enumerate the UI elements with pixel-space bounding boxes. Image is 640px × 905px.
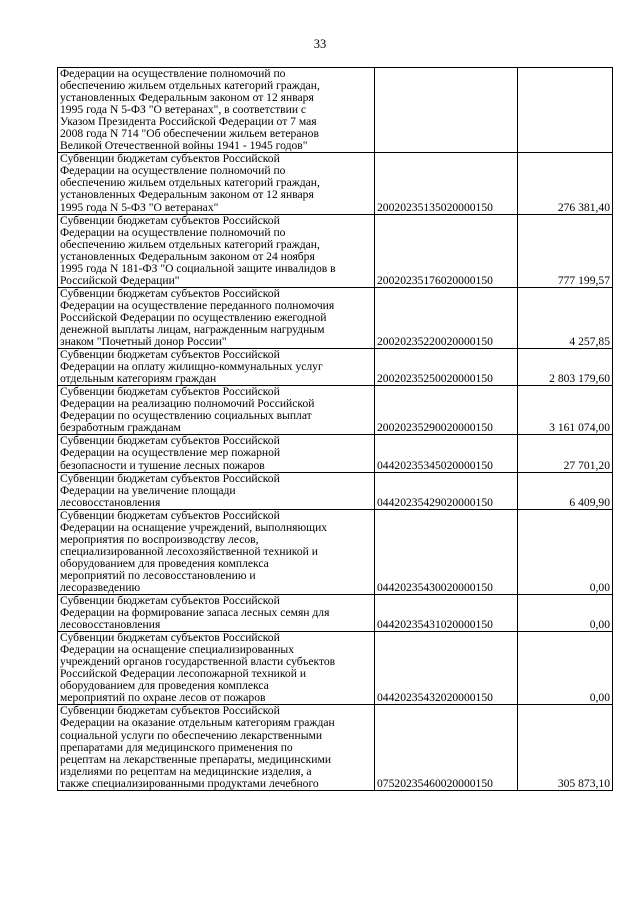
subvention-name-line: Великой Отечественной войны 1941 - 1945 годов" — [60, 139, 308, 153]
subvention-name-line: Федерации на осуществление мер пожарной — [60, 446, 281, 460]
table-row — [58, 349, 613, 386]
subvention-name-cell — [58, 68, 375, 153]
subvention-name-line: 2008 года N 714 "Об обеспечении жильем ветеранов — [60, 127, 319, 141]
subvention-name-line: Российской Федерации" — [60, 273, 180, 287]
subvention-name-line: мероприятий по охране лесов от пожаров — [60, 691, 266, 705]
subvention-name-line: Российской Федерации лесопожарной техникой и — [60, 667, 307, 681]
subvention-name-line: 1995 года N 181-ФЗ "О социальной защите инвалидов в — [60, 261, 336, 275]
budget-code-cell: 20020235135020000150 — [375, 153, 518, 214]
subvention-name-line: Субвенции бюджетам субъектов Российской — [60, 385, 280, 399]
subvention-name-line: установленных Федеральным законом от 12 января — [60, 188, 314, 202]
subvention-name-line: Федерации на оказание отдельным категориям граждан — [60, 716, 335, 730]
subvention-name-line: оборудованием для проведения комплекса — [60, 556, 269, 570]
amount-cell: 0,00 — [518, 632, 613, 705]
subvention-name-line: рецептам на лекарственные препараты, медицинскими — [60, 752, 332, 766]
subvention-name-line: безопасности и тушение лесных пожаров — [60, 458, 265, 472]
amount-cell: 3 161 074,00 — [518, 386, 613, 435]
subvention-name-line: препаратами для медицинского применения по — [60, 740, 293, 754]
table-row — [58, 435, 613, 472]
subvention-name-line: социальной услуги по обеспечению лекарственными — [60, 728, 323, 742]
subvention-name-cell — [58, 509, 375, 594]
subvention-name-line: обеспечению жильем отдельных категорий граждан, — [60, 79, 320, 93]
amount-cell — [518, 68, 613, 153]
amount-cell: 276 381,40 — [518, 153, 613, 214]
subvention-name-line: установленных Федеральным законом от 12 января — [60, 91, 314, 105]
subvention-name-line: знаком "Почетный донор России" — [60, 335, 227, 349]
subvention-name-line: денежной выплаты лицам, награжденным нагрудным — [60, 322, 325, 336]
subvention-name-line: специализированной лесохозяйственной техникой и — [60, 544, 318, 558]
subvention-name-cell — [58, 349, 375, 386]
subvention-name-line: Федерации на формирование запаса лесных семян для — [60, 606, 330, 620]
subvention-name-line: Субвенции бюджетам субъектов Российской — [60, 348, 280, 362]
subvention-name-line: Федерации на оплату жилищно-коммунальных услуг — [60, 360, 323, 374]
amount-cell: 2 803 179,60 — [518, 349, 613, 386]
subvention-name-line: Федерации на осуществление переданного полномочия — [60, 298, 335, 312]
table-row — [58, 287, 613, 348]
table-row — [58, 214, 613, 287]
subvention-name-line: изделиями по рецептам на медицинские изделия, а — [60, 764, 312, 778]
subvention-name-line: лесовосстановления — [60, 618, 161, 632]
subventions-table — [57, 67, 613, 791]
table-body — [58, 68, 613, 791]
subvention-name-cell — [58, 632, 375, 705]
subvention-name-line: Федерации на оснащение специализированных — [60, 643, 294, 657]
budget-code-cell: 04420235431020000150 — [375, 595, 518, 632]
budget-code-cell: 20020235176020000150 — [375, 214, 518, 287]
table-row — [58, 705, 613, 790]
table-row — [58, 153, 613, 214]
amount-cell: 777 199,57 — [518, 214, 613, 287]
budget-code-cell — [375, 68, 518, 153]
subvention-name-line: лесоразведению — [60, 580, 141, 594]
table-row — [58, 386, 613, 435]
budget-code-cell: 04420235432020000150 — [375, 632, 518, 705]
table-row — [58, 595, 613, 632]
budget-code-cell: 04420235430020000150 — [375, 509, 518, 594]
subvention-name-cell — [58, 472, 375, 509]
subvention-name-line: Российской Федерации по осуществлению ежегодной — [60, 310, 327, 324]
subvention-name-cell — [58, 435, 375, 472]
subvention-name-line: Федерации на осуществление полномочий по — [60, 67, 286, 80]
subvention-name-line: 1995 года N 5-ФЗ "О ветеранах", в соответствии с — [60, 103, 307, 117]
subvention-name-line: мероприятий по лесовосстановлению и — [60, 568, 256, 582]
subvention-name-cell — [58, 386, 375, 435]
subvention-name-line: Субвенции бюджетам субъектов Российской — [60, 704, 280, 718]
table-row — [58, 509, 613, 594]
subvention-name-line: лесовосстановления — [60, 495, 161, 509]
amount-cell: 0,00 — [518, 595, 613, 632]
subvention-name-line: безработным гражданам — [60, 421, 181, 435]
budget-code-cell: 20020235290020000150 — [375, 386, 518, 435]
amount-cell: 0,00 — [518, 509, 613, 594]
subvention-name-line: Федерации на реализацию полномочий Российской — [60, 397, 315, 411]
subvention-name-line: Федерации на увеличение площади — [60, 483, 236, 497]
subvention-name-line: отдельным категориям граждан — [60, 372, 217, 386]
subvention-name-line: Субвенции бюджетам субъектов Российской — [60, 594, 280, 608]
budget-code-cell: 04420235345020000150 — [375, 435, 518, 472]
subvention-name-line: установленных Федеральным законом от 24 ноября — [60, 249, 315, 263]
subvention-name-line: Субвенции бюджетам субъектов Российской — [60, 287, 280, 300]
amount-cell: 6 409,90 — [518, 472, 613, 509]
subvention-name-line: обеспечению жильем отдельных категорий граждан, — [60, 176, 320, 190]
subvention-name-line: Субвенции бюджетам субъектов Российской — [60, 631, 280, 645]
subvention-name-line: Указом Президента Российской Федерации от 7 мая — [60, 115, 317, 129]
table-row — [58, 472, 613, 509]
subvention-name-line: учреждений органов государственной власти субъектов — [60, 655, 336, 669]
subvention-name-line: мероприятия по воспроизводству лесов, — [60, 532, 259, 546]
amount-cell: 27 701,20 — [518, 435, 613, 472]
subvention-name-line: 1995 года N 5-ФЗ "О ветеранах" — [60, 200, 219, 214]
budget-code-cell: 07520235460020000150 — [375, 705, 518, 790]
subvention-name-cell — [58, 705, 375, 790]
subvention-name-line: Федерации на осуществление полномочий по — [60, 225, 286, 239]
subvention-name-line: Федерации на осуществление полномочий по — [60, 164, 286, 178]
subvention-name-line: Федерации на оснащение учреждений, выполняющих — [60, 520, 328, 534]
table-row — [58, 632, 613, 705]
subvention-name-line: Субвенции бюджетам субъектов Российской — [60, 152, 280, 166]
subvention-name-line: Субвенции бюджетам субъектов Российской — [60, 509, 280, 522]
subvention-name-line: также специализированными продуктами лечебного — [60, 776, 319, 790]
amount-cell: 4 257,85 — [518, 287, 613, 348]
subvention-name-line: Федерации по осуществлению социальных выплат — [60, 409, 312, 423]
budget-code-cell: 20020235250020000150 — [375, 349, 518, 386]
subvention-name-cell — [58, 287, 375, 348]
budget-code-cell: 04420235429020000150 — [375, 472, 518, 509]
subvention-name-line: Субвенции бюджетам субъектов Российской — [60, 434, 280, 448]
subvention-name-line: обеспечению жильем отдельных категорий граждан, — [60, 237, 320, 251]
amount-cell: 305 873,10 — [518, 705, 613, 790]
subvention-name-line: оборудованием для проведения комплекса — [60, 679, 269, 693]
subvention-name-line: Субвенции бюджетам субъектов Российской — [60, 214, 280, 227]
page-number: 33 — [313, 37, 327, 51]
subvention-name-line: Субвенции бюджетам субъектов Российской — [60, 472, 280, 485]
subvention-name-cell — [58, 153, 375, 214]
subvention-name-cell — [58, 214, 375, 287]
subvention-name-cell — [58, 595, 375, 632]
table-row — [58, 68, 613, 153]
budget-code-cell: 20020235220020000150 — [375, 287, 518, 348]
